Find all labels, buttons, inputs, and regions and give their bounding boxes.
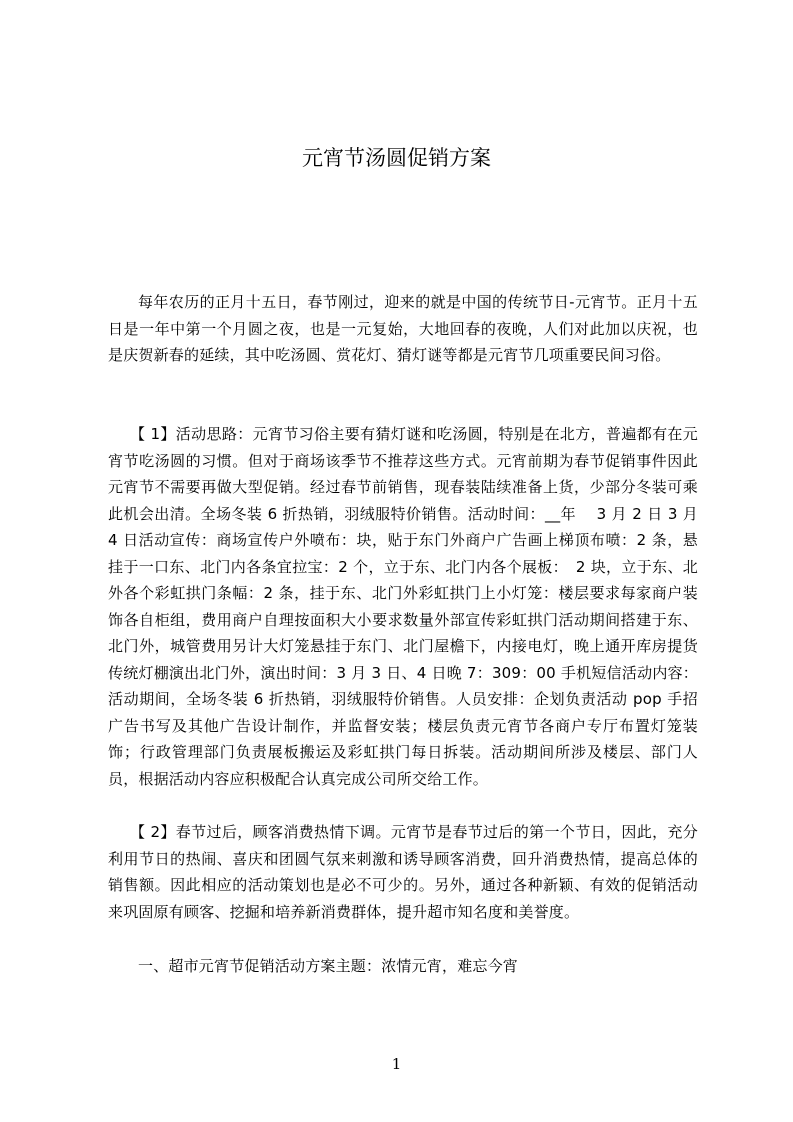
- activity-plan-paragraph: 【 1】活动思路：元宵节习俗主要有猜灯谜和吃汤圆，特别是在北方，普遍都有在元宵节吃汤圆的习惯。但对于商场该季节不推荐这些方式。元宵前期为春节促销事件因此元宵节不需要再做大型促销。经过春节前销售，现春装陆续准备上货，少部分冬装可乘此机会出清。全场冬装 6 折热销，羽绒服特价销售。活动时间：__年 3 月 2 日 3 月 4 日活动宣传：商场宣传户外喷布：块，贴于东门外商户广告画上梯顶布喷：2 条，悬挂于一口东、北门内各条宜拉宝：2 个，立于东、北门内各个展板： 2 块，立于东、北外各个彩虹拱门条幅：2 条，挂于东、北门外彩虹拱门上小灯笼：楼层要求每家商户装饰各自柜组，费用商户自理按面积大小要求数量外部宣传彩虹拱门活动期间搭建于东、北门外，城管费用另计大灯笼悬挂于东门、北门屋檐下，内接电灯，晚上通开库房提货传统灯棚演出北门外，演出时间：3 月 3 日、4 日晚 7：309：00 手机短信活动内容：活动期间，全场冬装 6 折热销，羽绒服特价销售。人员安排：企划负责活动 pop 手招广告书写及其他广告设计制作，并监督安装；楼层负责元宵节各商户专厅布置灯笼装饰；行政管理部门负责展板搬运及彩虹拱门每日拆装。活动期间所涉及楼层、部门人员，根据活动内容应积极配合认真完成公司所交给工作。: [108, 425, 698, 788]
- section-heading-theme: 一、超市元宵节促销活动方案主题：浓情元宵，难忘今宵: [138, 957, 519, 975]
- consumer-motivation-paragraph: 【 2】春节过后，顾客消费热情下调。元宵节是春节过后的第一个节日，因此，充分利用节日的热闹、喜庆和团圆气氛来刺激和诱导顾客消费，回升消费热情，提高总体的销售额。因此相应的活动策划也是必不可少的。另外，通过各种新颖、有效的促销活动来巩固原有顾客、挖掘和培养新消费群体，提升超市知名度和美誉度。: [108, 823, 698, 921]
- page-number: 1: [391, 1055, 402, 1073]
- intro-paragraph: 每年农历的正月十五日，春节刚过，迎来的就是中国的传统节日-元宵节。正月十五日是一年中第一个月圆之夜，也是一元复始，大地回春的夜晚，人们对此加以庆祝，也是庆贺新春的延续，其中吃汤圆、赏花灯、猜灯谜等都是元宵节几项重要民间习俗。: [108, 293, 698, 364]
- page-title: 元宵节汤圆促销方案: [302, 146, 491, 170]
